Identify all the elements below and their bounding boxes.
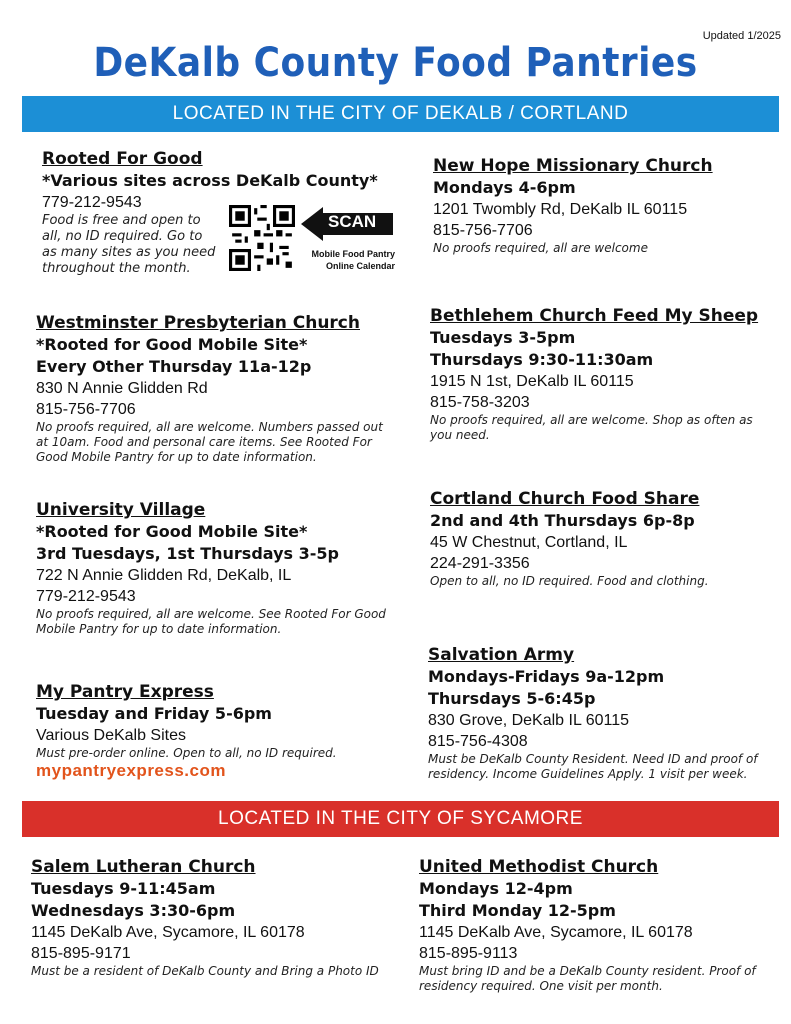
scan-label: SCAN	[328, 212, 377, 231]
pantry-name: Rooted For Good	[42, 149, 203, 169]
dekalb-section-banner: LOCATED IN THE CITY OF DEKALB / CORTLAND	[22, 96, 779, 132]
page-title: DeKalb County Food Pantries	[93, 40, 698, 86]
pantry-phone: 224-291-3356	[430, 555, 530, 572]
salem-lutheran-entry	[31, 856, 406, 979]
pantry-hours: Tuesdays 3-5pm	[430, 328, 576, 347]
pantry-address: 1145 DeKalb Ave, Sycamore, IL 60178	[419, 924, 693, 941]
pantry-note: Open to all, no ID required. Food and clothing.	[430, 574, 709, 588]
pantry-address: 830 Grove, DeKalb IL 60115	[428, 712, 630, 729]
pantry-note: Must bring ID and be a DeKalb County resident. Proof of residency required. One visit per month.	[419, 964, 756, 993]
pantry-phone: 779-212-9543	[42, 194, 142, 211]
pantry-note: No proofs required, all are welcome	[433, 241, 648, 255]
pantry-name: Bethlehem Church Feed My Sheep	[430, 306, 759, 326]
pantry-phone: 779-212-9543	[36, 588, 136, 605]
pantry-note: No proofs required, all are welcome. Shop as often as you need.	[430, 413, 753, 442]
pantry-hours: Tuesdays 9-11:45am	[31, 879, 216, 898]
pantry-hours: Wednesdays 3:30-6pm	[31, 901, 236, 920]
pantry-name: Salvation Army	[428, 645, 575, 665]
pantry-hours: Thursdays 9:30-11:30am	[430, 350, 654, 369]
pantry-name: Westminster Presbyterian Church	[36, 313, 360, 333]
pantry-hours: Every Other Thursday 11a-12p	[36, 357, 312, 376]
pantry-address: 1915 N 1st, DeKalb IL 60115	[430, 373, 634, 390]
pantry-hours: 2nd and 4th Thursdays 6p-8p	[430, 511, 695, 530]
university-village-entry	[36, 499, 391, 637]
pantry-subtitle: *Rooted for Good Mobile Site*	[36, 522, 308, 541]
pantry-phone: 815-895-9171	[31, 945, 131, 962]
pantry-hours: Mondays-Fridays 9a-12pm	[428, 667, 665, 686]
pantry-phone: 815-895-9113	[419, 945, 518, 962]
pantry-address: 1145 DeKalb Ave, Sycamore, IL 60178	[31, 924, 305, 941]
pantry-phone: 815-756-7706	[36, 401, 136, 418]
pantry-note: Food is free and open to all, no ID required. Go to as many sites as you need throughout the month.	[42, 213, 216, 276]
cortland-entry	[430, 488, 775, 589]
pantry-name: Cortland Church Food Share	[430, 489, 700, 509]
pantry-website-link[interactable]: mypantryexpress.com	[36, 761, 226, 780]
pantry-name: New Hope Missionary Church	[433, 156, 713, 176]
pantry-name: Salem Lutheran Church	[31, 857, 256, 877]
pantry-note: Must be a resident of DeKalb County and Bring a Photo ID	[31, 964, 379, 978]
pantry-address: 45 W Chestnut, Cortland, IL	[430, 534, 628, 551]
my-pantry-express-entry	[36, 681, 396, 781]
pantry-phone: 815-756-4308	[428, 733, 528, 750]
qr-code-icon[interactable]	[229, 205, 295, 271]
sycamore-section-banner: LOCATED IN THE CITY OF SYCAMORE	[22, 801, 779, 837]
pantry-hours: Third Monday 12-5pm	[419, 901, 616, 920]
pantry-address: 830 N Annie Glidden Rd	[36, 380, 208, 397]
pantry-name: My Pantry Express	[36, 682, 214, 702]
pantry-name: University Village	[36, 500, 206, 520]
pantry-phone: 815-758-3203	[430, 394, 530, 411]
salvation-army-entry	[428, 644, 773, 782]
pantry-hours: Mondays 12-4pm	[419, 879, 573, 898]
united-methodist-entry	[419, 856, 777, 994]
pantry-note: No proofs required, all are welcome. Numbers passed out at 10am. Food and personal care items. See Rooted For Good Mobile Pantry for up to date information.	[36, 420, 383, 464]
pantry-note: Must be DeKalb County Resident. Need ID and proof of residency. Income Guidelines Apply. 1 visit per week.	[428, 752, 758, 781]
pantry-subtitle: *Various sites across DeKalb County*	[42, 171, 378, 190]
scan-caption: Mobile Food Pantry Online Calendar	[311, 249, 395, 271]
pantry-hours: Tuesday and Friday 5-6pm	[36, 704, 272, 723]
pantry-phone: 815-756-7706	[433, 222, 533, 239]
pantry-hours: 3rd Tuesdays, 1st Thursdays 3-5p	[36, 544, 339, 563]
pantry-address: Various DeKalb Sites	[36, 727, 186, 744]
pantry-address: 722 N Annie Glidden Rd, DeKalb, IL	[36, 567, 292, 584]
pantry-note: No proofs required, all are welcome. See Rooted For Good Mobile Pantry for up to date information.	[36, 607, 386, 636]
updated-date: Updated 1/2025	[702, 30, 781, 42]
pantry-hours: Mondays 4-6pm	[433, 178, 576, 197]
pantry-subtitle: *Rooted for Good Mobile Site*	[36, 335, 308, 354]
pantry-name: United Methodist Church	[419, 857, 659, 877]
pantry-note: Must pre-order online. Open to all, no ID required.	[36, 746, 337, 760]
pantry-address: 1201 Twombly Rd, DeKalb IL 60115	[433, 201, 688, 218]
bethlehem-entry	[430, 305, 775, 443]
westminster-entry	[36, 312, 386, 465]
new-hope-entry	[433, 155, 773, 256]
pantry-hours: Thursdays 5-6:45p	[428, 689, 596, 708]
